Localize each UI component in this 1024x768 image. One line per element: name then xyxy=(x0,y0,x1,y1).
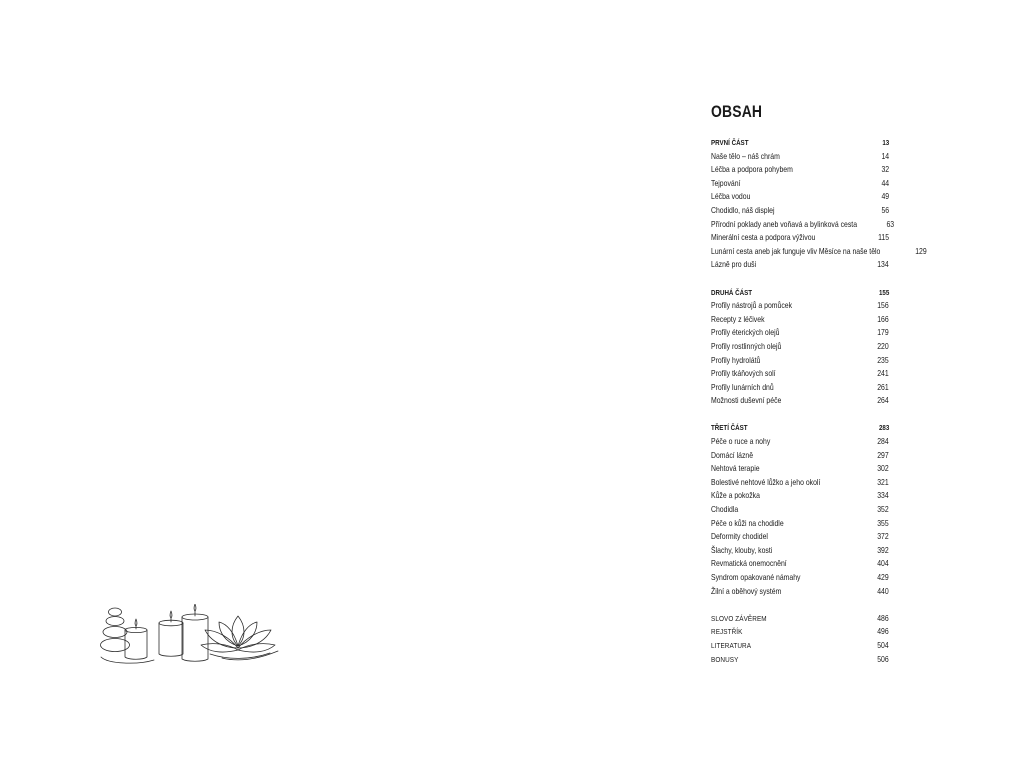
toc-entry-title: Tejpování xyxy=(711,178,741,188)
toc-page-number: 155 xyxy=(878,287,889,297)
toc-entry xyxy=(711,625,889,639)
toc-entry xyxy=(711,381,889,395)
toc-entry xyxy=(711,612,889,626)
toc-page-number: 504 xyxy=(877,640,889,650)
toc-entry xyxy=(711,639,889,653)
toc-entry-title: Lázně pro duši xyxy=(711,260,757,270)
toc-page-number: 261 xyxy=(877,382,889,392)
toc-part-heading xyxy=(711,421,889,435)
toc-entry xyxy=(711,326,889,340)
toc-page-number: 14 xyxy=(881,151,889,161)
toc-entry xyxy=(711,476,889,490)
toc-entry xyxy=(711,449,889,463)
toc-page-number: 392 xyxy=(877,545,889,555)
toc-entry xyxy=(711,340,889,354)
toc-entry-title: Profily nástrojů a pomůcek xyxy=(711,301,793,311)
toc-entry xyxy=(711,571,889,585)
toc-entry xyxy=(711,163,889,177)
toc-page-number: 134 xyxy=(877,260,889,270)
toc-page-number: 321 xyxy=(877,477,889,487)
toc-page-number: 264 xyxy=(877,396,889,406)
toc-part-title: PRVNÍ ČÁST xyxy=(711,138,749,147)
toc-page-number: 429 xyxy=(877,573,889,582)
toc-page-number: 486 xyxy=(877,613,889,623)
toc-page-number: 506 xyxy=(877,654,889,664)
toc-page-number: 241 xyxy=(877,369,889,379)
toc-entry-title: Kůže a pokožka xyxy=(711,491,760,501)
toc-entry xyxy=(711,150,889,164)
toc-page-number: 235 xyxy=(877,355,889,365)
toc-part xyxy=(711,136,927,272)
toc-page-number: 166 xyxy=(877,314,889,324)
toc-entry xyxy=(711,530,889,544)
toc-page-number: 44 xyxy=(881,178,889,188)
toc-entry xyxy=(711,544,889,558)
toc-entry-title: Nehtová terapie xyxy=(711,464,760,474)
toc-entry-title: Léčba a podpora pohybem xyxy=(711,165,793,175)
spa-stones-candles-lotus-icon xyxy=(98,604,284,666)
toc-entry-title: Péče o kůži na chodidle xyxy=(711,518,784,528)
toc-page-number: 32 xyxy=(881,165,889,175)
table-of-contents xyxy=(711,100,927,680)
toc-entry-title: Revmatická onemocnění xyxy=(711,559,787,569)
toc-page-number: 179 xyxy=(877,328,889,338)
toc-page-number: 302 xyxy=(877,464,889,474)
toc-entry-title: Péče o ruce a nohy xyxy=(711,437,771,447)
toc-part-title: TŘETÍ ČÁST xyxy=(711,423,748,433)
toc-part xyxy=(711,286,889,408)
toc-entry xyxy=(711,653,889,667)
toc-entry xyxy=(711,585,889,599)
toc-page-number: 355 xyxy=(877,518,889,528)
toc-appendix xyxy=(711,612,889,666)
toc-part-heading xyxy=(711,136,889,150)
toc-page-number: 496 xyxy=(877,627,889,637)
toc-page-number: 129 xyxy=(914,246,927,256)
toc-page-number: 63 xyxy=(886,219,894,229)
toc-entry xyxy=(711,462,889,476)
toc-entry xyxy=(711,503,889,517)
toc-entry xyxy=(711,218,894,232)
toc-entry-title: Lunární cesta aneb jak funguje vliv Měsíce na naše tělo xyxy=(711,246,881,256)
toc-entry xyxy=(711,367,889,381)
toc-entry-title: Bolestivé nehtové lůžko a jeho okolí xyxy=(711,477,821,487)
toc-page-number: 115 xyxy=(878,233,889,243)
toc-page-number: 56 xyxy=(881,205,889,215)
toc-entry xyxy=(711,231,889,245)
toc-page-number: 440 xyxy=(877,586,889,596)
toc-entry xyxy=(711,190,889,204)
toc-entry xyxy=(711,177,889,191)
toc-entry xyxy=(711,245,927,259)
toc-entry xyxy=(711,204,889,218)
toc-entry-title: Možnosti duševní péče xyxy=(711,396,782,406)
toc-entry xyxy=(711,517,889,531)
toc-entry xyxy=(711,258,889,272)
toc-entry xyxy=(711,435,889,449)
toc-entry-title: REJSTŘÍK xyxy=(711,627,743,637)
toc-entry-title: SLOVO ZÁVĚREM xyxy=(711,613,767,623)
toc-entry-title: Profily lunárních dnů xyxy=(711,382,774,392)
toc-entry-title: Profily éterických olejů xyxy=(711,328,780,338)
toc-page-number: 334 xyxy=(877,491,889,501)
toc-page-number: 404 xyxy=(877,559,889,569)
toc-entry-title: Profily tkáňových solí xyxy=(711,369,776,379)
toc-page-number: 352 xyxy=(877,505,889,515)
toc-entry-title: Profily hydrolátů xyxy=(711,355,761,365)
toc-page-number: 220 xyxy=(877,341,889,351)
toc-entry xyxy=(711,394,889,408)
toc-entry-title: LITERATURA xyxy=(711,640,752,650)
toc-part-title: DRUHÁ ČÁST xyxy=(711,287,753,297)
toc-entry-title: Šlachy, klouby, kosti xyxy=(711,545,773,555)
toc-entry-title: Profily rostlinných olejů xyxy=(711,341,782,351)
toc-entry-title: Chodidlo, náš displej xyxy=(711,205,775,215)
toc-entry-title: Deformity chodidel xyxy=(711,532,768,542)
toc-entry-title: Naše tělo – náš chrám xyxy=(711,151,780,161)
toc-entry-title: Syndrom opakované námahy xyxy=(711,573,801,582)
toc-entry-title: Chodidla xyxy=(711,505,739,515)
toc-entry-title: Minerální cesta a podpora výživou xyxy=(711,233,816,243)
toc-sections xyxy=(711,136,927,666)
toc-entry-title: Recepty z léčivek xyxy=(711,314,765,324)
toc-page-number: 156 xyxy=(877,301,889,311)
toc-page-number: 284 xyxy=(877,437,889,447)
toc-entry-title: BONUSY xyxy=(711,654,739,664)
toc-entry-title: Domácí lázně xyxy=(711,450,754,460)
toc-page-number: 13 xyxy=(882,138,889,147)
toc-entry xyxy=(711,313,889,327)
toc-page-number: 283 xyxy=(878,423,889,433)
toc-part xyxy=(711,421,889,598)
toc-entry-title: Přírodní poklady aneb voňavá a bylinková cesta xyxy=(711,219,858,229)
toc-page-number: 49 xyxy=(881,192,889,202)
toc-entry xyxy=(711,557,889,571)
toc-title: OBSAH xyxy=(711,102,763,121)
toc-entry-title: Léčba vodou xyxy=(711,192,751,202)
toc-entry xyxy=(711,354,889,368)
toc-entry xyxy=(711,489,889,503)
toc-page-number: 297 xyxy=(877,450,889,460)
toc-entry xyxy=(711,299,889,313)
toc-part-heading xyxy=(711,286,889,300)
toc-entry-title: Žilní a oběhový systém xyxy=(711,586,782,596)
toc-page-number: 372 xyxy=(877,532,889,542)
